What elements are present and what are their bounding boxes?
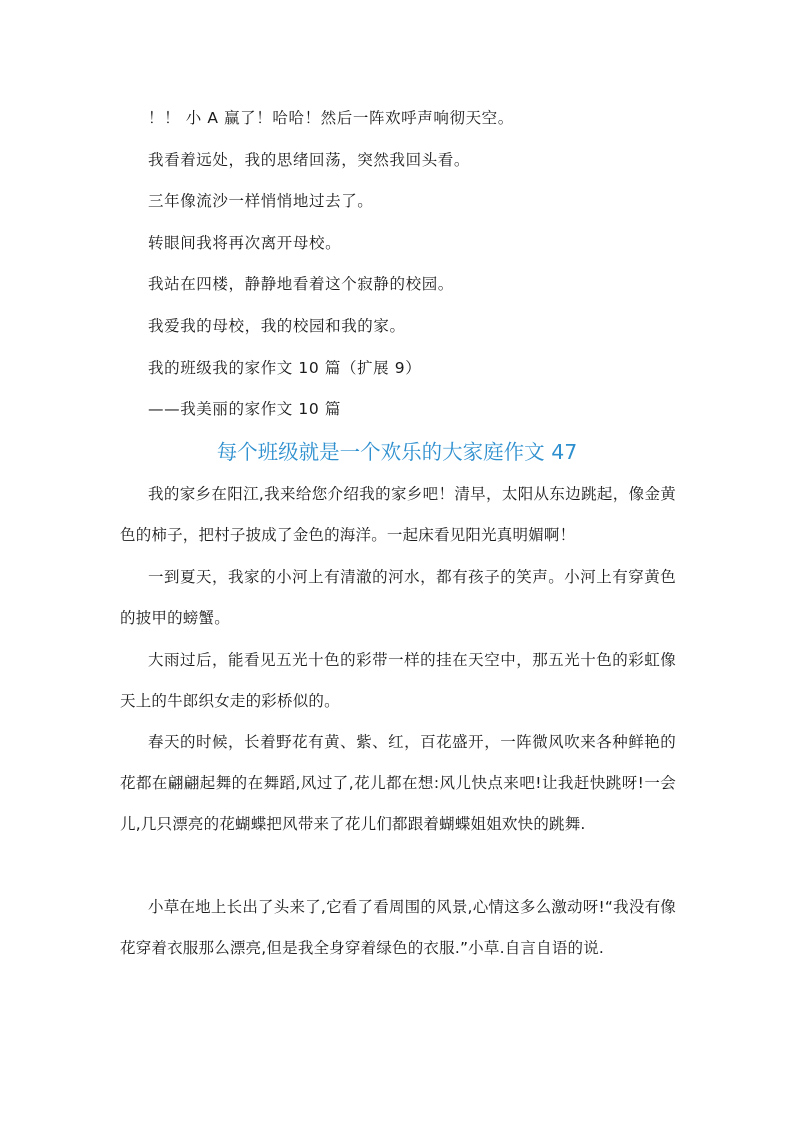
paragraph: 一到夏天，我家的小河上有清澈的河水，都有孩子的笑声。小河上有穿黄色的披甲的螃蟹。	[120, 568, 676, 628]
intro-line: ——我美丽的家作文 10 篇	[148, 400, 341, 418]
essay-title: 每个班级就是一个欢乐的大家庭作文 47	[216, 440, 578, 464]
paragraph: 春天的时候，长着野花有黄、紫、红，百花盛开，一阵微风吹来各种鲜艳的花都在翩翩起舞的在舞蹈,风过了,花儿都在想:风儿快点来吧!让我赶快跳呀!一会儿,几只漂亮的花蝴蝶把风带来了花儿们都跟着蝴蝶姐姐欢快的跳舞.	[120, 733, 676, 834]
paragraph: 大雨过后，能看见五光十色的彩带一样的挂在天空中，那五光十色的彩虹像天上的牛郎织女走的彩桥似的。	[120, 651, 676, 711]
paragraph: 小草在地上长出了头来了,它看了看周围的风景,心情这多么激动呀!“我没有像花穿着衣服那么漂亮,但是我全身穿着绿色的衣服.”小草.自言自语的说.	[120, 898, 676, 958]
paragraph: 我的家乡在阳江,我来给您介绍我的家乡吧！清早，太阳从东边跳起，像金黄色的柿子，把村子披成了金色的海洋。一起床看见阳光真明媚啊！	[120, 485, 676, 545]
intro-line: 我看着远处，我的思绪回荡，突然我回头看。	[148, 151, 471, 169]
intro-line: 我站在四楼，静静地看着这个寂静的校园。	[148, 275, 454, 293]
intro-line: 我爱我的母校，我的校园和我的家。	[148, 317, 406, 335]
intro-line: ！！ 小 A 赢了！哈哈！然后一阵欢呼声响彻天空。	[148, 109, 514, 127]
intro-line: 三年像流沙一样悄悄地过去了。	[148, 192, 374, 210]
intro-line: 我的班级我的家作文 10 篇（扩展 9）	[148, 359, 422, 377]
intro-line: 转眼间我将再次离开母校。	[148, 234, 342, 252]
